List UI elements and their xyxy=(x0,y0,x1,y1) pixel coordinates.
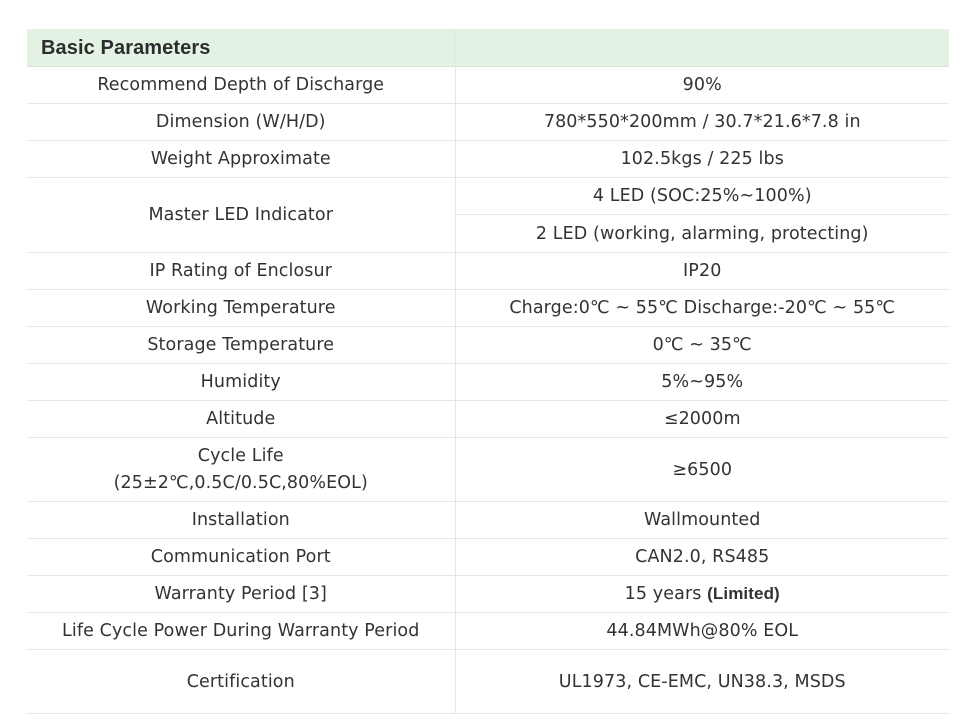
row-label: Humidity xyxy=(27,364,455,401)
row-label: Altitude xyxy=(27,401,455,438)
row-value: 102.5kgs / 225 lbs xyxy=(455,141,949,178)
row-value: 0℃ ~ 35℃ xyxy=(455,327,949,364)
row-value: 5%~95% xyxy=(455,364,949,401)
row-label: Installation xyxy=(27,502,455,539)
table-row xyxy=(27,613,949,650)
table-row xyxy=(27,178,949,215)
row-value: IP20 xyxy=(455,253,949,290)
table-row xyxy=(27,141,949,178)
table-row xyxy=(27,104,949,141)
row-label: Master LED Indicator xyxy=(27,178,455,253)
row-value: 90% xyxy=(455,67,949,104)
row-label: Recommend Depth of Discharge xyxy=(27,67,455,104)
row-label: Weight Approximate xyxy=(27,141,455,178)
warranty-value: 15 years xyxy=(624,584,702,604)
row-value: 44.84MWh@80% EOL xyxy=(455,613,949,650)
table-row xyxy=(27,539,949,576)
row-value: ≤2000m xyxy=(455,401,949,438)
table-row xyxy=(27,650,949,714)
row-value: ≥6500 xyxy=(455,438,949,502)
row-label: Life Cycle Power During Warranty Period xyxy=(27,613,455,650)
table-row xyxy=(27,67,949,104)
row-label: IP Rating of Enclosur xyxy=(27,253,455,290)
row-value: 2 LED (working, alarming, protecting) xyxy=(455,215,949,253)
table-row xyxy=(27,253,949,290)
table-header-row xyxy=(27,29,949,67)
row-value: Wallmounted xyxy=(455,502,949,539)
table-row xyxy=(27,438,949,502)
row-label: Storage Temperature xyxy=(27,327,455,364)
row-value: 780*550*200mm / 30.7*21.6*7.8 in xyxy=(455,104,949,141)
basic-parameters-table xyxy=(27,29,949,714)
row-label: Warranty Period [3] xyxy=(27,576,455,613)
row-label: Certification xyxy=(27,650,455,714)
table-row xyxy=(27,364,949,401)
row-value: CAN2.0, RS485 xyxy=(455,539,949,576)
row-label: Working Temperature xyxy=(27,290,455,327)
table-row xyxy=(27,576,949,613)
table-row xyxy=(27,290,949,327)
row-label: Communication Port xyxy=(27,539,455,576)
row-value: Charge:0℃ ~ 55℃ Discharge:-20℃ ~ 55℃ xyxy=(455,290,949,327)
row-value xyxy=(455,576,949,613)
table-header-empty-cell xyxy=(455,29,949,67)
table-title: Basic Parameters xyxy=(27,29,455,67)
row-value: 4 LED (SOC:25%~100%) xyxy=(455,178,949,215)
row-label xyxy=(27,438,455,502)
table-row xyxy=(27,327,949,364)
row-value: UL1973, CE-EMC, UN38.3, MSDS xyxy=(455,650,949,714)
row-label-line: (25±2℃,0.5C/0.5C,80%EOL) xyxy=(113,473,368,493)
warranty-suffix: (Limited) xyxy=(707,584,780,603)
table-row xyxy=(27,401,949,438)
row-label: Dimension (W/H/D) xyxy=(27,104,455,141)
row-label-line: Cycle Life xyxy=(197,446,284,466)
table-row xyxy=(27,502,949,539)
